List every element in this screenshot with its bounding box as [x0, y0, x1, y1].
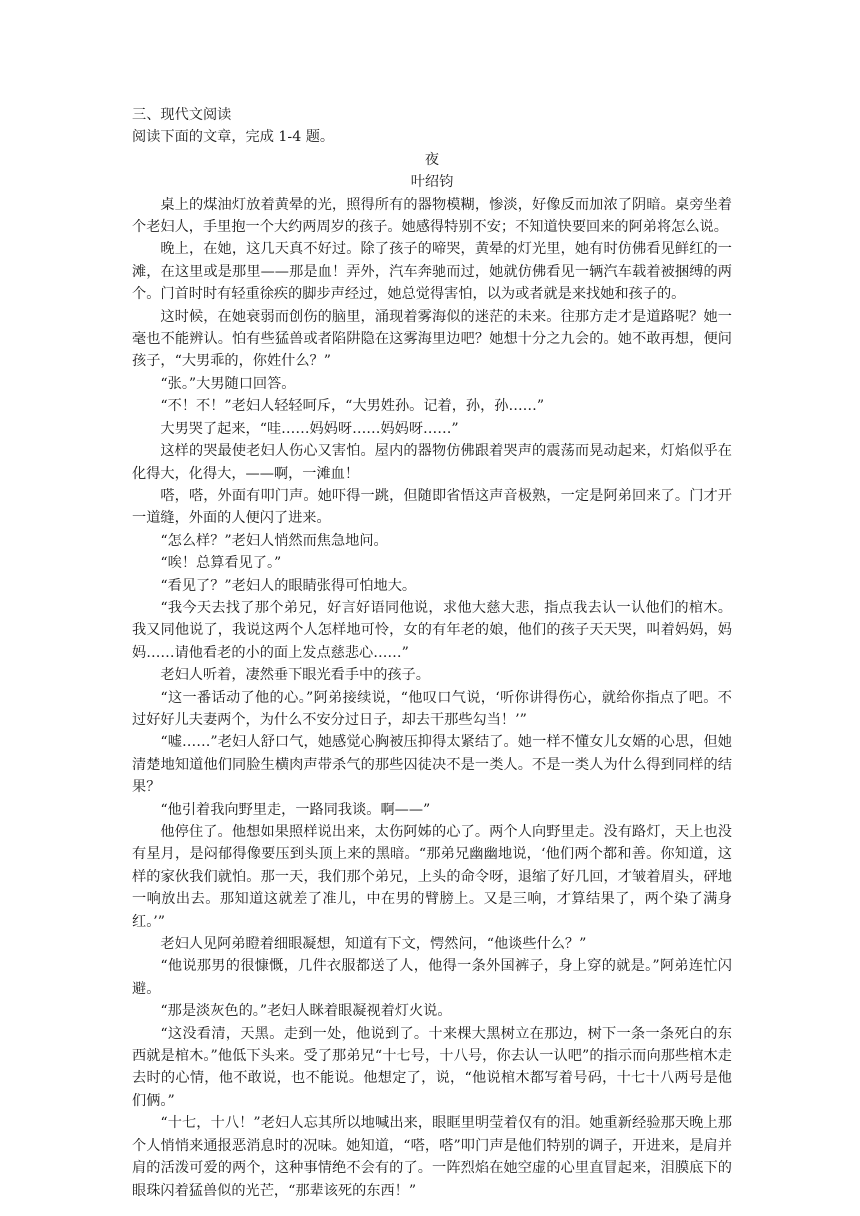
article-author: 叶绍钧 [410, 174, 454, 191]
paragraph: “他引着我向野里走，一路同我谈。啊——” [160, 801, 431, 818]
paragraph: 这时候，在她衰弱而创伤的脑里，涌现着雾海似的迷茫的未来。往那方走才是道路呢？她一毫也不能辨认。怕有些猛兽或者陷阱隐在这雾海里边吧？她想十分之九会的。她不敢再想，便问孩子，“大男乖的，你姓什么？” [132, 308, 732, 370]
paragraph: “那是淡灰色的。”老妇人眯着眼凝视着灯火说。 [160, 1003, 452, 1020]
paragraph: “他说那男的很慷慨，几件衣服都送了人，他得一条外国裤子，身上穿的就是。”阿弟连忙闪避。 [132, 958, 732, 997]
paragraph: 他停住了。他想如果照样说出来，太伤阿姊的心了。两个人向野里走。没有路灯，天上也没有星月，是闷郁得像要压到头顶上来的黑暗。“那弟兄幽幽地说，‘他们两个都和善。你知道，这样的家伙我们就怕。那一天，我们那个弟兄，上头的命令呀，退缩了好几回，才皱着眉头，砰地一响放出去。那知道这就差了准儿，中在男的臂膀上。又是三响，才算结果了，两个染了满身红。’” [132, 824, 732, 930]
document-page [132, 104, 732, 1202]
paragraph: 嗒，嗒，外面有叩门声。她吓得一跳，但随即省悟这声音极熟，一定是阿弟回来了。门才开一道缝，外面的人便闪了进来。 [132, 487, 732, 527]
paragraph: 这样的哭最使老妇人伤心又害怕。屋内的器物仿佛跟着哭声的震荡而晃动起来，灯焰似乎在化得大，化得大，——啊，一滩血！ [132, 443, 732, 482]
paragraph: “这一番话动了他的心。”阿弟接续说，“他叹口气说，‘听你讲得伤心，就给你指点了吧。不过好好儿夫妻两个，为什么不安分过日子，却去干那些勾当！’” [132, 689, 732, 728]
paragraph: 大男哭了起来，“哇……妈妈呀……妈妈呀……” [160, 420, 459, 437]
paragraph: 老妇人见阿弟瞪着细眼凝想，知道有下文，愕然问，“他谈些什么？” [160, 936, 587, 953]
paragraph: “张。”大男随口回答。 [160, 375, 296, 392]
paragraph: “嘘……”老妇人舒口气，她感觉心胸被压抑得太紧结了。她一样不懂女儿女婿的心思，但她清楚地知道他们同脸生横肉声带杀气的那些囚徒决不是一类人。不是一类人为什么得到同样的结果？ [132, 734, 732, 796]
paragraph: “看见了？”老妇人的眼睛张得可怕地大。 [160, 577, 417, 594]
paragraph: “不！不！”老妇人轻轻呵斥，“大男姓孙。记着，孙，孙……” [160, 398, 545, 415]
section-heading: 三、现代文阅读 [132, 107, 232, 123]
reading-instruction: 阅读下面的文章，完成 1-4 题。 [132, 129, 335, 146]
paragraph: “怎么样？”老妇人悄然而焦急地问。 [160, 532, 388, 549]
paragraph: “我今天去找了那个弟兄，好言好语同他说，求他大慈大悲，指点我去认一认他们的棺木。我又同他说了，我说这两个人怎样地可怜，女的有年老的娘，他们的孩子天天哭，叫着妈妈，妈妈……请他看老的小的面上发点慈悲心……” [132, 599, 732, 661]
article-title: 夜 [424, 151, 440, 168]
paragraph: 桌上的煤油灯放着黄晕的光，照得所有的器物模糊，惨淡，好像反而加浓了阴暗。桌旁坐着个老妇人，手里抱一个大约两周岁的孩子。她感得特别不安；不知道快要回来的阿弟将怎么说。 [132, 196, 732, 236]
paragraph: “这没看清，天黑。走到一处，他说到了。十来棵大黑树立在那边，树下一条一条死白的东西就是棺木。”他低下头来。受了那弟兄“十七号，十八号，你去认一认吧”的指示而向那些棺木走去时的心情，他不敢说，也不能说。他想定了，说，“他说棺木都写着号码，十七十八两号是他们俩。” [132, 1025, 732, 1109]
paragraph: 老妇人听着，凄然垂下眼光看手中的孩子。 [160, 667, 430, 684]
paragraph: “唉！总算看见了。” [160, 555, 282, 572]
paragraph: “十七，十八！”老妇人忘其所以地喊出来，眼眶里明莹着仅有的泪。她重新经验那天晚上那个人悄悄来通报恶消息时的况味。她知道，“嗒，嗒”叩门声是他们特别的调子，开进来，是肩并肩的活泼可爱的两个，这种事情绝不会有的了。一阵烈焰在她空虚的心里直冒起来，泪膜底下的眼珠闪着猛兽似的光芒，“那辈该死的东西！” [132, 1115, 732, 1199]
paragraph: 晚上，在她，这几天真不好过。除了孩子的啼哭，黄晕的灯光里，她有时仿佛看见鲜红的一滩，在这里或是那里——那是血！弄外，汽车奔驰而过，她就仿佛看见一辆汽车载着被捆缚的两个。门首时时有轻重徐疾的脚步声经过，她总觉得害怕，以为或者就是来找她和孩子的。 [132, 241, 732, 303]
